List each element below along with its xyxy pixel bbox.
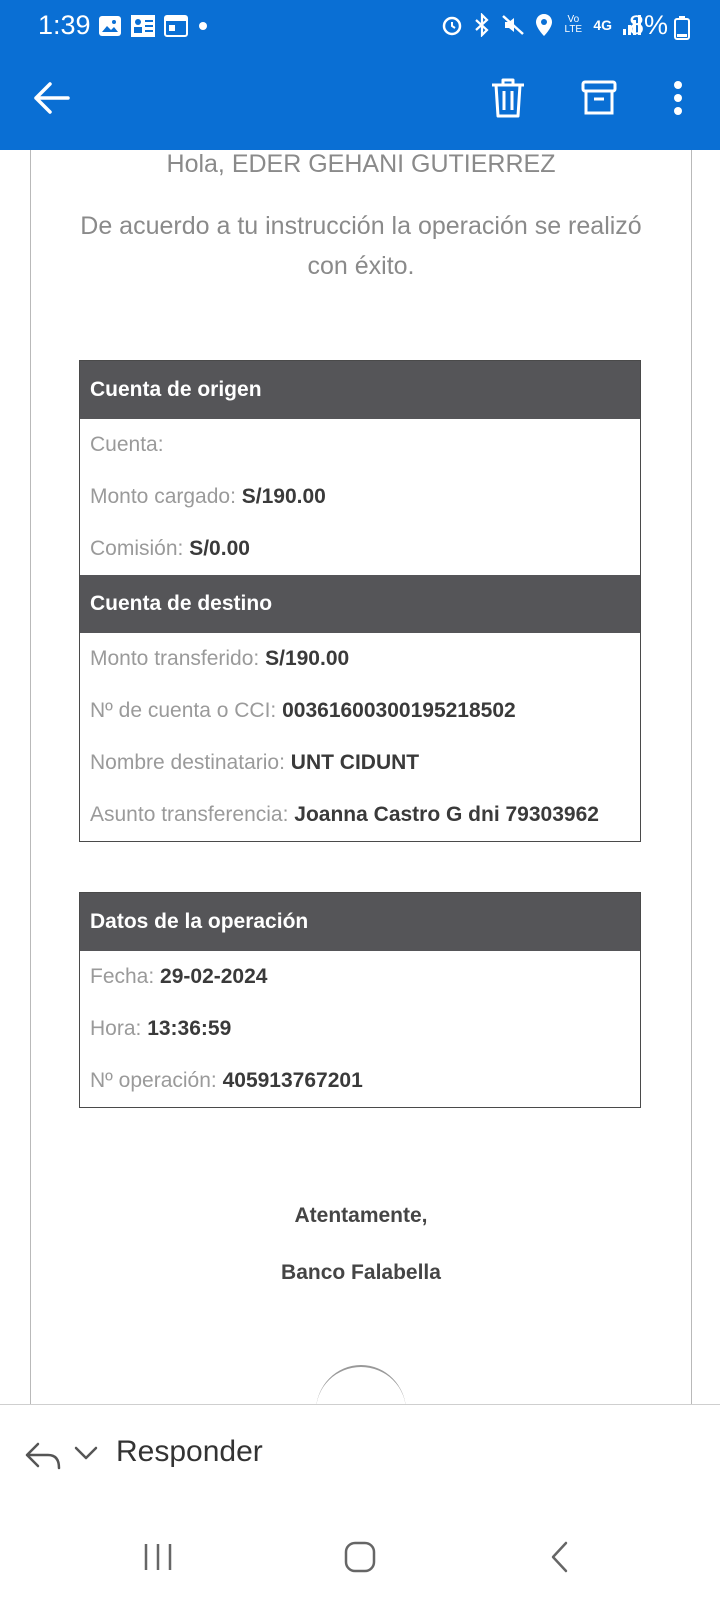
gallery-icon xyxy=(98,15,122,37)
mute-icon xyxy=(501,14,525,36)
charged-amount-label: Monto cargado: xyxy=(90,485,236,508)
recent-apps-button[interactable] xyxy=(128,1532,188,1582)
destination-header: Cuenta de destino xyxy=(80,575,640,633)
recipient-value: UNT CIDUNT xyxy=(290,751,420,774)
email-body xyxy=(30,150,692,1404)
time-label: Hora: xyxy=(90,1017,142,1040)
origin-header: Cuenta de origen xyxy=(80,361,640,419)
back-button[interactable] xyxy=(24,70,80,126)
recent-apps-icon xyxy=(141,1542,175,1572)
operation-header: Datos de la operación xyxy=(80,893,640,951)
reply-bar xyxy=(0,1404,720,1513)
origin-account-label: Cuenta: xyxy=(90,433,164,456)
email-intro: De acuerdo a tu instrucción la operación se realizó con éxito. xyxy=(80,212,642,280)
status-time: 1:39 xyxy=(38,10,91,40)
alarm-icon xyxy=(441,14,463,36)
operation-number-value: 405913767201 xyxy=(222,1069,363,1092)
location-icon xyxy=(535,13,553,37)
battery-icon xyxy=(674,16,690,40)
operation-number-label: Nº operación: xyxy=(90,1069,217,1092)
dot-icon xyxy=(196,19,210,33)
calendar-icon xyxy=(164,15,188,37)
charged-amount-value: S/190.00 xyxy=(241,485,326,508)
battery-percent: 8% xyxy=(628,10,668,40)
home-button[interactable] xyxy=(330,1532,390,1582)
archive-icon xyxy=(581,80,617,116)
transferred-amount-row xyxy=(80,633,640,685)
delete-button[interactable] xyxy=(480,70,536,126)
reply-icon[interactable] xyxy=(24,1441,62,1471)
notification-icons xyxy=(98,14,210,38)
chevron-down-icon[interactable] xyxy=(74,1445,98,1461)
recipient-label: Nombre destinatario: xyxy=(90,751,285,774)
subject-row xyxy=(80,789,640,841)
subject-value: Joanna Castro G dni 79303962 xyxy=(294,803,599,826)
subject-label: Asunto transferencia: xyxy=(90,803,289,826)
destination-account-label: Nº de cuenta o CCI: xyxy=(90,699,277,722)
system-icons xyxy=(441,13,642,37)
operation-number-row xyxy=(80,1055,640,1107)
fee-label: Comisión: xyxy=(90,537,184,560)
home-icon xyxy=(343,1540,377,1574)
date-label: Fecha: xyxy=(90,965,155,988)
destination-account-value: 00361600300195218502 xyxy=(282,699,516,722)
volte-indicator: Vo LTE xyxy=(564,14,583,35)
transfer-details-card xyxy=(79,360,641,842)
closing-text: Atentamente, xyxy=(294,1204,428,1227)
reply-button[interactable]: Responder xyxy=(116,1435,263,1468)
time-value: 13:36:59 xyxy=(147,1017,232,1040)
fee-row xyxy=(80,523,640,575)
arrow-left-icon xyxy=(32,81,72,115)
email-greeting: Hola, EDER GEHANI GUTIERREZ xyxy=(166,150,556,178)
sender-name: Banco Falabella xyxy=(281,1261,441,1284)
system-nav-bar xyxy=(0,1512,720,1600)
trash-icon xyxy=(490,78,526,118)
operation-card xyxy=(79,892,641,1108)
date-row xyxy=(80,951,640,1003)
transferred-amount-label: Monto transferido: xyxy=(90,647,260,670)
origin-account-row xyxy=(80,419,640,471)
time-row xyxy=(80,1003,640,1055)
more-options-button[interactable] xyxy=(650,70,706,126)
fee-value: S/0.00 xyxy=(189,537,250,560)
recipient-row xyxy=(80,737,640,789)
archive-button[interactable] xyxy=(571,70,627,126)
transferred-amount-value: S/190.00 xyxy=(265,647,350,670)
charged-amount-row xyxy=(80,471,640,523)
date-value: 29-02-2024 xyxy=(160,965,268,988)
status-bar xyxy=(0,0,720,54)
bluetooth-icon xyxy=(473,13,491,37)
system-back-button[interactable] xyxy=(530,1532,590,1582)
app-header xyxy=(0,0,720,150)
destination-account-row xyxy=(80,685,640,737)
contacts-card-icon xyxy=(130,14,156,38)
more-vertical-icon xyxy=(672,80,684,116)
network-indicator: 4G xyxy=(593,17,612,33)
chevron-left-icon xyxy=(548,1540,572,1574)
